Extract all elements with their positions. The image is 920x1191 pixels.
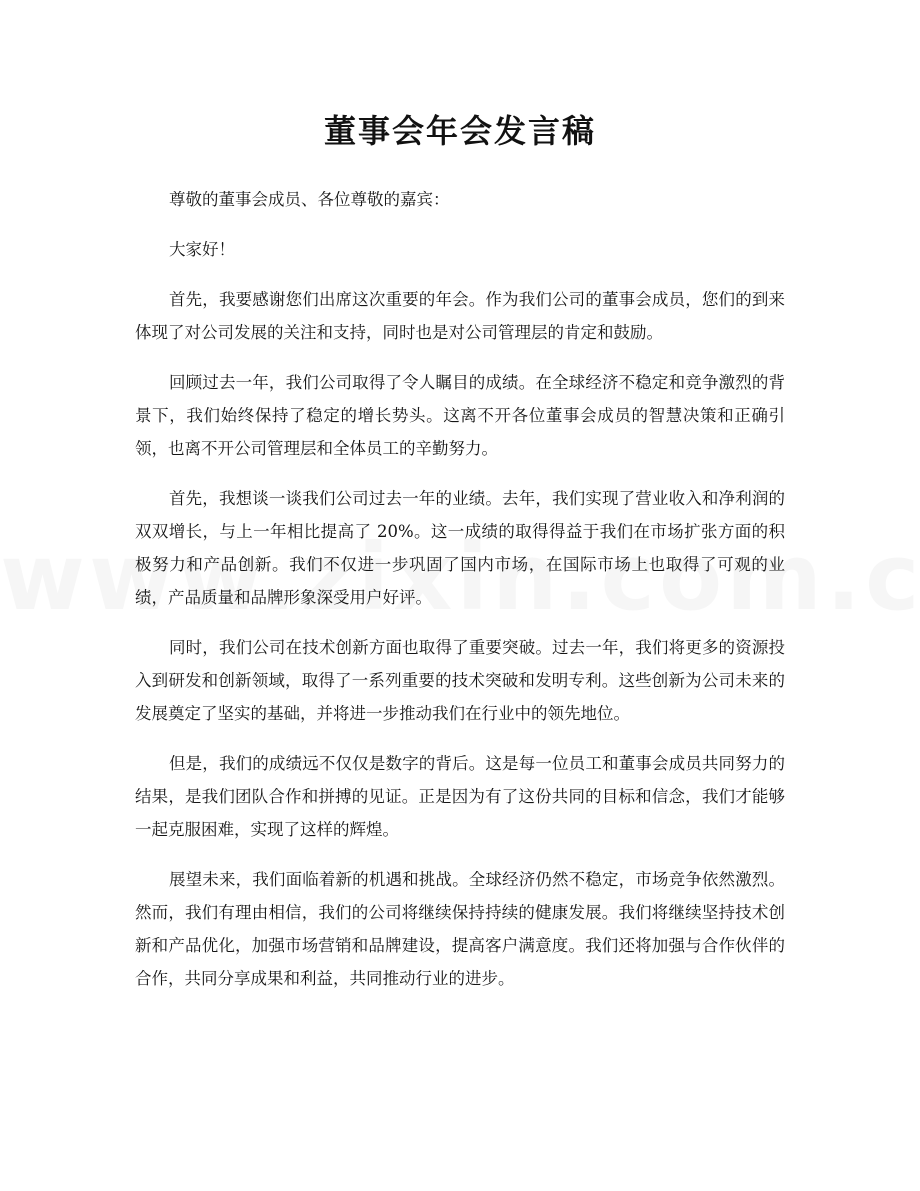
paragraph-review: 回顾过去一年，我们公司取得了令人瞩目的成绩。在全球经济不稳定和竞争激烈的背景下，我们始终保持了稳定的增长势头。这离不开各位董事会成员的智慧决策和正确引领，也离不开公司管理层和全体员工的辛勤努力。 xyxy=(135,373,785,458)
paragraph-performance: 首先，我想谈一谈我们公司过去一年的业绩。去年，我们实现了营业收入和净利润的双双增长，与上一年相比提高了 20%。这一成绩的取得得益于我们在市场扩张方面的积极努力和产品创新。我们不仅进一步巩固了国内市场，在国际市场上也取得了可观的业绩，产品质量和品牌形象深受用户好评。 xyxy=(135,489,785,607)
paragraph-outlook: 展望未来，我们面临着新的机遇和挑战。全球经济仍然不稳定，市场竞争依然激烈。然而，我们有理由相信，我们的公司将继续保持持续的健康发展。我们将继续坚持技术创新和产品优化，加强市场营销和品牌建设，提高客户满意度。我们还将加强与合作伙伴的合作，共同分享成果和利益，共同推动行业的进步。 xyxy=(135,870,785,988)
paragraph-teamwork: 但是，我们的成绩远不仅仅是数字的背后。这是每一位员工和董事会成员共同努力的结果，是我们团队合作和拼搏的见证。正是因为有了这份共同的目标和信念，我们才能够一起克服困难，实现了这样的辉煌。 xyxy=(135,754,785,839)
paragraph-thanks: 首先，我要感谢您们出席这次重要的年会。作为我们公司的董事会成员，您们的到来体现了对公司发展的关注和支持，同时也是对公司管理层的肯定和鼓励。 xyxy=(135,290,785,342)
document-body xyxy=(135,183,785,1012)
salutation: 尊敬的董事会成员、各位尊敬的嘉宾： xyxy=(169,190,450,209)
paragraph-innovation: 同时，我们公司在技术创新方面也取得了重要突破。过去一年，我们将更多的资源投入到研发和创新领域，取得了一系列重要的技术突破和发明专利。这些创新为公司未来的发展奠定了坚实的基础，并将进一步推动我们在行业中的领先地位。 xyxy=(135,638,785,723)
document-title: 董事会年会发言稿 xyxy=(323,112,596,150)
greeting: 大家好！ xyxy=(169,240,235,259)
